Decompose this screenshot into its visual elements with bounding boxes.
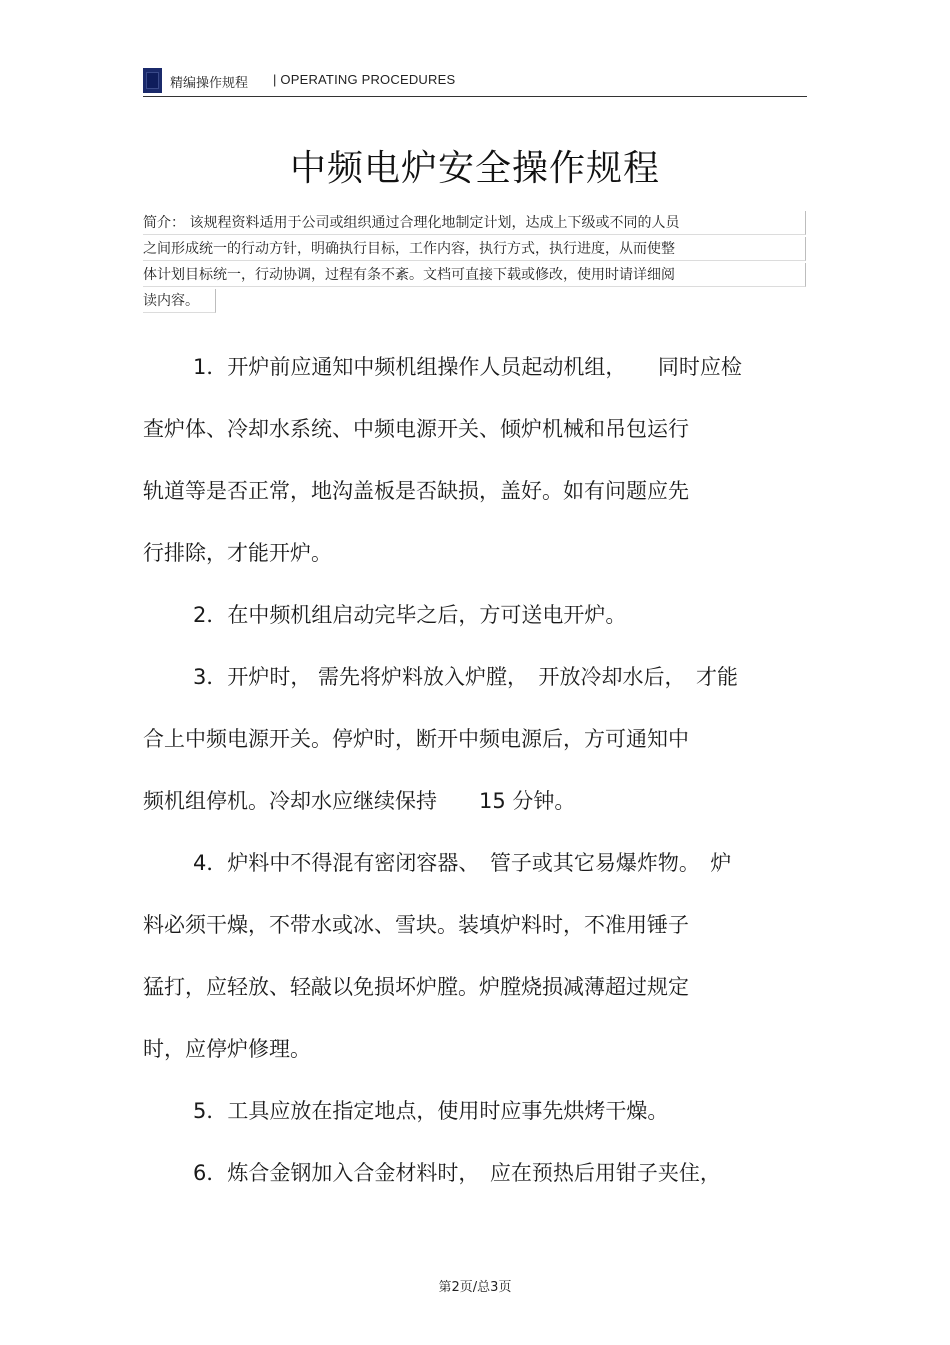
paragraph-line: 猛打，应轻放、轻敲以免损坏炉膛。炉膛烧损减薄超过规定 <box>143 975 689 999</box>
page-number: 第2页/总3页 <box>438 1280 512 1295</box>
header-title-cn: 精编操作规程 <box>170 76 249 91</box>
intro-line: 体计划目标统一，行动协调，过程有条不紊。文档可直接下载或修改，使用时请详细阅 <box>143 262 805 288</box>
paragraph-line: 3．开炉时， 需先将炉料放入炉膛， 开放冷却水后， 才能 <box>193 665 739 689</box>
page-header <box>143 64 807 97</box>
paragraph-line: 频机组停机。冷却水应继续保持 15 分钟。 <box>143 789 576 813</box>
paragraph-line: 时，应停炉修理。 <box>143 1037 311 1061</box>
intro-line: 简介： 该规程资料适用于公司或组织通过合理化地制定计划，达成上下级或不同的人员 <box>143 210 805 236</box>
logo-icon <box>143 68 162 93</box>
intro-box <box>143 210 805 314</box>
paragraph-line: 6．炼合金钢加入合金材料时， 应在预热后用钳子夹住， <box>193 1161 721 1185</box>
paragraph-line: 轨道等是否正常，地沟盖板是否缺损，盖好。如有问题应先 <box>143 479 689 503</box>
document-title: 中频电炉安全操作规程 <box>289 148 660 189</box>
intro-line: 之间形成统一的行动方针，明确执行目标，工作内容，执行方式，执行进度，从而使整 <box>143 236 805 262</box>
paragraph-line: 料必须干燥，不带水或冰、雪块。装填炉料时，不准用锤子 <box>143 913 689 937</box>
paragraph-line: 1．开炉前应通知中频机组操作人员起动机组， 同时应检 <box>193 355 742 379</box>
paragraph-line: 合上中频电源开关。停炉时，断开中频电源后，方可通知中 <box>143 727 689 751</box>
paragraph-line: 查炉体、冷却水系统、中频电源开关、倾炉机械和吊包运行 <box>143 417 689 441</box>
intro-line: 读内容。 <box>143 288 805 314</box>
header-title-en: | OPERATING PROCEDURES <box>273 72 456 87</box>
paragraph-line: 5．工具应放在指定地点，使用时应事先烘烤干燥。 <box>193 1099 669 1123</box>
paragraph-line: 行排除，才能开炉。 <box>143 541 332 565</box>
paragraph-line: 2．在中频机组启动完毕之后，方可送电开炉。 <box>193 603 627 627</box>
paragraph-line: 4．炉料中不得混有密闭容器、 管子或其它易爆炸物。 炉 <box>193 851 732 875</box>
document-body <box>143 336 807 1204</box>
